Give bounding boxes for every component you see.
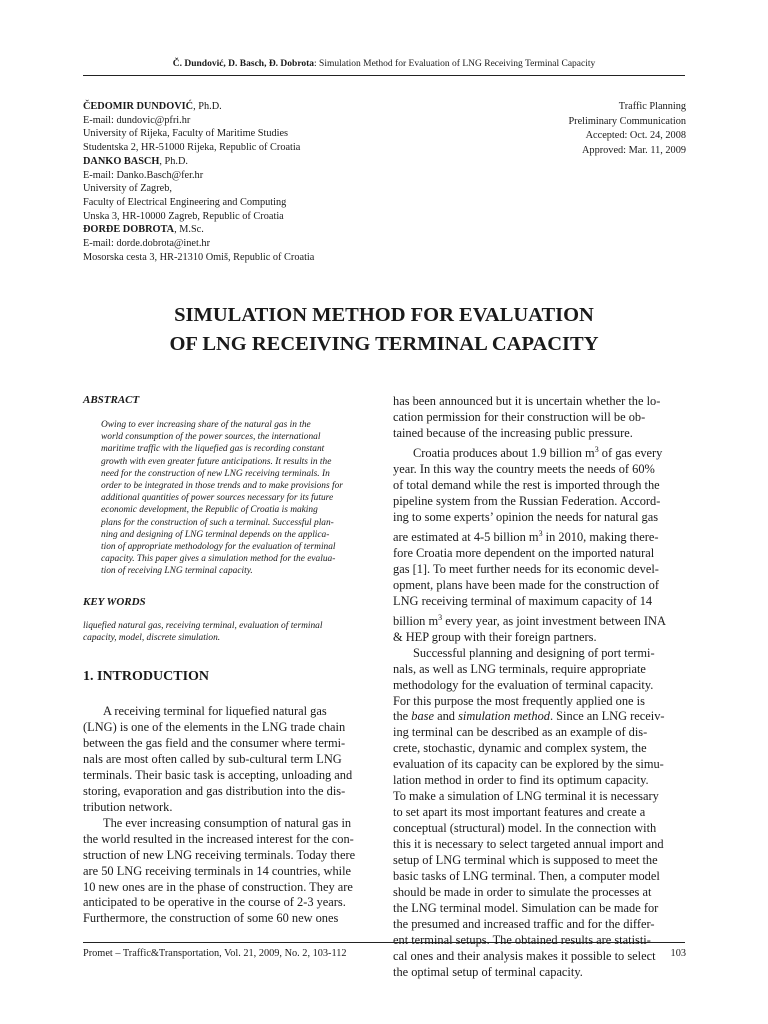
text-line: LNG receiving terminal of maximum capacity of 14: [393, 593, 653, 608]
author-3-address: Mosorska cesta 3, HR-21310 Omiš, Republic of Croatia: [83, 251, 315, 263]
author-block: [83, 100, 403, 264]
text-line: basic tasks of LNG terminal. Then, a computer model: [393, 869, 660, 884]
text-line: For this purpose the most frequently applied one is: [393, 693, 645, 708]
article-meta: [470, 100, 686, 158]
text-line: should be made in order to simulate the processes at: [393, 884, 652, 899]
text-line: the optimal setup of terminal capacity.: [393, 964, 583, 979]
right-column: [393, 394, 686, 981]
text-line: opment, plans have been made for the construction of: [393, 577, 659, 592]
text-line: between the gas field and the consumer where termi-: [83, 735, 346, 750]
introduction-heading: 1. INTRODUCTION: [83, 669, 210, 685]
abstract-heading: ABSTRACT: [83, 394, 140, 406]
text-line: Owing to ever increasing share of the natural gas in the: [101, 420, 311, 430]
author-1-email: E-mail: dundovic@pfri.hr: [83, 114, 191, 126]
text-line: cal ones and their analysis makes it possible to select: [393, 948, 656, 963]
abstract-text: [83, 419, 376, 578]
author-2-degree: , Ph.D.: [159, 155, 188, 167]
footer-rule: [83, 942, 685, 943]
author-2-faculty: Faculty of Electrical Engineering and Computing: [83, 196, 287, 208]
planning-paragraph: [393, 646, 686, 981]
text-line: growth with even greater future anticipations. It results in the: [101, 456, 332, 467]
text-line: the world resulted in the increased interest for the con-: [83, 831, 354, 846]
author-2-email: E-mail: Danko.Basch@fer.hr: [83, 169, 204, 181]
journal-citation: Promet – Traffic&Transportation, Vol. 21, 2009, No. 2, 103-112: [83, 948, 347, 959]
text-line: billion $m^3$ every year, as joint investment between INA: [393, 612, 666, 628]
keywords-heading: KEY WORDS: [83, 595, 146, 608]
meta-type: Preliminary Communication: [568, 115, 686, 127]
text-line: tribution network.: [83, 799, 173, 814]
text-line: are 50 LNG receiving terminals in 14 countries, while: [83, 863, 352, 878]
author-1-line: [83, 100, 403, 114]
author-1-affiliation: University of Rijeka, Faculty of Maritime Studies: [83, 128, 289, 140]
left-column: [83, 394, 376, 927]
text-line: anticipated to be operative in the course of 2-3 years.: [83, 895, 346, 910]
text-line: tained because of the increasing public pressure.: [393, 425, 633, 440]
author-2-university: University of Zagreb,: [83, 183, 172, 195]
text-line: setup of LNG terminal which is supposed to meet the: [393, 853, 658, 868]
author-3-line: [83, 223, 403, 237]
text-line: to set apart its most important features and create a: [393, 805, 646, 820]
text-line: conceptual (structural) model. In the connection with: [393, 821, 657, 836]
running-head-title: : Simulation Method for Evaluation of LNG Receiving Terminal Capacity: [314, 59, 596, 69]
text-line: of total demand while the rest is imported through the: [393, 477, 660, 492]
text-line: storing, evaporation and gas distribution into the dis-: [83, 783, 346, 798]
text-line: year. In this way the country meets the needs of 60%: [393, 461, 655, 476]
text-line: nals, as well as LNG terminals, require appropriate: [393, 661, 646, 676]
paper-title: [83, 301, 685, 359]
text-line: order to be integrated in those trends and to make provisions for: [101, 481, 343, 492]
text-line: the presumed and increased traffic and for the differ-: [393, 916, 655, 931]
author-3-name: ĐORĐE DOBROTA: [83, 224, 175, 236]
page-number: 103: [670, 948, 686, 959]
text-line: need for the construction of new LNG receiving terminals. In: [101, 468, 330, 479]
text-line: cation permission for their construction will be ob-: [393, 409, 646, 424]
text-line: lation method in order to find its optimum capacity.: [393, 773, 649, 788]
header-rule: [83, 75, 685, 76]
running-head-authors: Č. Dundović, D. Basch, Đ. Dobrota: [172, 59, 315, 69]
text-line: 10 new ones are in the phase of construction. They are: [83, 879, 353, 894]
author-3-email: E-mail: dorde.dobrota@inet.hr: [83, 238, 211, 250]
text-line: (LNG) is one of the elements in the LNG trade chain: [83, 720, 346, 734]
text-line: liquefied natural gas, receiving terminal, evaluation of terminal: [83, 620, 323, 631]
text-line: the LNG terminal model. Simulation can be made for: [393, 900, 659, 915]
meta-approved: Approved: Mar. 11, 2009: [581, 144, 686, 156]
text-line: are estimated at 4-5 billion $m^3$ in 2010, making there-: [393, 528, 659, 544]
author-3-degree: , M.Sc.: [174, 224, 204, 236]
text-line: evaluation of its capacity can be explored by the simu-: [393, 757, 664, 772]
meta-accepted: Accepted: Oct. 24, 2008: [585, 130, 686, 141]
text-line: economic development, the Republic of Croatia is making: [101, 505, 318, 516]
text-line: gas [1]. To meet further needs for its economic devel-: [393, 561, 659, 576]
text-line: world consumption of the power sources, the international: [101, 432, 321, 443]
text-line: Furthermore, the construction of some 60 new ones: [83, 911, 339, 926]
text-line: ning and designing of LNG terminal depends on the applica-: [101, 529, 330, 540]
text-line: ing terminal can be described as an example of dis-: [393, 725, 648, 740]
text-line: capacity, model, discrete simulation.: [83, 632, 221, 643]
text-line: pipeline system from the Russian Federation. Accord-: [393, 493, 661, 508]
text-line: To make a simulation of LNG terminal it is necessary: [393, 789, 659, 804]
running-head: [83, 58, 685, 70]
text-line: Croatia produces about 1.9 billion $m^3$ of gas every: [413, 444, 663, 460]
text-line: ing to some experts’ opinion the needs for natural gas: [393, 509, 659, 524]
title-line-2: OF LNG RECEIVING TERMINAL CAPACITY: [169, 333, 599, 355]
text-line: nals are most often called by sub-cultural term LNG: [83, 751, 342, 766]
text-line: tion of appropriate methodology for the evaluation of terminal: [101, 542, 336, 553]
text-line: additional quantities of power sources necessary for its future: [101, 493, 334, 504]
text-line: this it is necessary to select targeted annual import and: [393, 837, 664, 852]
text-line: A receiving terminal for liquefied natural gas: [103, 704, 327, 719]
text-line: terminals. Their basic task is accepting, unloading and: [83, 767, 353, 782]
intro-paragraph-1: [83, 704, 376, 816]
text-line: plans for the construction of such a terminal. Successful plan-: [101, 517, 334, 528]
author-2-name: DANKO BASCH: [83, 155, 160, 167]
author-2-address: Unska 3, HR-10000 Zagreb, Republic of Croatia: [83, 210, 284, 222]
text-line: capacity. This paper gives a simulation method for the evalua-: [101, 554, 336, 565]
text-line: The ever increasing consumption of natural gas in: [103, 815, 352, 830]
text-line: maritime traffic with the liquefied gas is recording constant: [101, 444, 325, 455]
text-line: & HEP group with their foreign partners.: [393, 629, 597, 644]
text-line: methodology for the evaluation of terminal capacity.: [393, 677, 654, 692]
author-1-name: ČEDOMIR DUNDOVIĆ: [83, 101, 194, 112]
text-line: ent terminal setups. The obtained results are statisti-: [393, 932, 651, 947]
text-line: has been announced but it is uncertain whether the lo-: [393, 394, 661, 408]
text-line: fore Croatia more dependent on the imported natural: [393, 545, 655, 560]
text-line: crete, stochastic, dynamic and complex system, the: [393, 741, 647, 756]
meta-section: Traffic Planning: [618, 101, 686, 112]
croatia-paragraph: [393, 442, 686, 646]
continued-paragraph: [393, 394, 686, 442]
text-line: tion of receiving LNG terminal capacity.: [101, 566, 253, 577]
author-1-address: Studentska 2, HR-51000 Rijeka, Republic of Croatia: [83, 142, 301, 154]
author-1-degree: , Ph.D.: [193, 101, 222, 112]
text-line: the base and simulation method. Since an LNG receiv-: [393, 709, 665, 724]
author-2-line: [83, 155, 403, 169]
text-line: struction of new LNG receiving terminals. Today there: [83, 847, 356, 862]
intro-paragraph-2: [83, 816, 376, 928]
title-line-1: SIMULATION METHOD FOR EVALUATION: [174, 304, 594, 326]
text-line: Successful planning and designing of port termi-: [413, 645, 655, 660]
keywords-text: [83, 620, 376, 644]
